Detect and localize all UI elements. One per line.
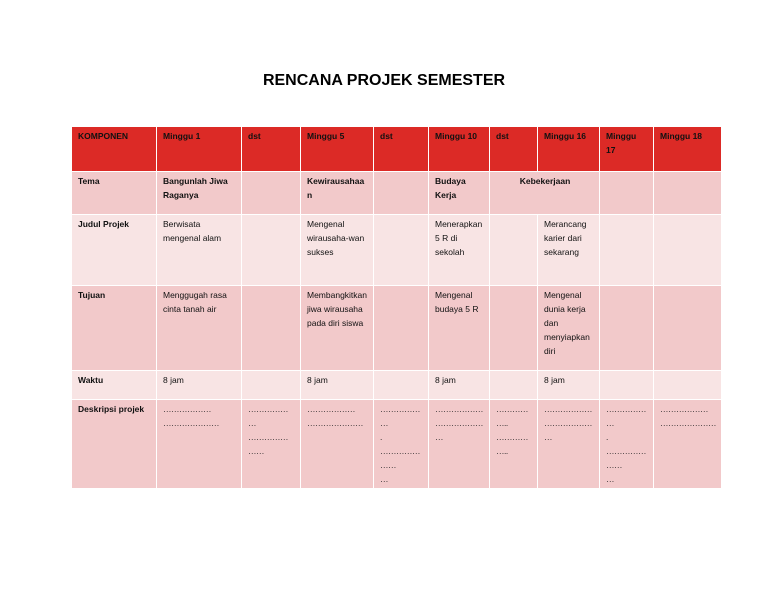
table-row-tujuan — [72, 286, 722, 371]
cell-empty — [490, 286, 538, 371]
row-label: Tema — [72, 172, 157, 215]
cell-minggu-1: 8 jam — [157, 371, 242, 400]
placeholder-dots: ……………… — [380, 404, 420, 428]
placeholder-dots: ………………… — [163, 418, 219, 428]
row-label: Tujuan — [72, 286, 157, 371]
cell-deskripsi — [538, 400, 600, 489]
cell-deskripsi — [157, 400, 242, 489]
cell-empty — [654, 172, 722, 215]
placeholder-dots: . — [606, 432, 608, 442]
cell-empty — [490, 215, 538, 286]
header-cell: Minggu 18 — [654, 127, 722, 172]
header-cell: KOMPONEN — [72, 127, 157, 172]
placeholder-dots: ………… — [496, 404, 528, 414]
cell-deskripsi — [490, 400, 538, 489]
placeholder-dots: ………………… — [606, 446, 646, 470]
cell-empty — [242, 371, 301, 400]
cell-empty — [654, 371, 722, 400]
row-label: Deskripsi projek — [72, 400, 157, 489]
cell-empty — [242, 172, 301, 215]
cell-empty — [242, 286, 301, 371]
cell-minggu-16: 8 jam — [538, 371, 600, 400]
header-cell: dst — [374, 127, 429, 172]
cell-empty — [600, 286, 654, 371]
cell-minggu-1: Bangunlah Jiwa Raganya — [157, 172, 242, 215]
cell-minggu-10: Budaya Kerja — [429, 172, 490, 215]
cell-empty — [374, 215, 429, 286]
cell-empty — [654, 215, 722, 286]
cell-deskripsi — [374, 400, 429, 489]
cell-empty — [600, 371, 654, 400]
table-row-waktu — [72, 371, 722, 400]
row-label: Judul Projek — [72, 215, 157, 286]
placeholder-dots: ……………… — [163, 404, 211, 414]
placeholder-dots: . — [380, 432, 382, 442]
cell-deskripsi — [600, 400, 654, 489]
cell-empty — [374, 371, 429, 400]
cell-minggu-5: 8 jam — [301, 371, 374, 400]
header-cell: Minggu 17 — [600, 127, 654, 172]
cell-deskripsi — [242, 400, 301, 489]
placeholder-dots: ……………… — [606, 404, 646, 428]
placeholder-dots: ………………… — [660, 418, 716, 428]
table-row-judul — [72, 215, 722, 286]
cell-minggu-5: Membangkitkan jiwa wirausaha pada diri siswa — [301, 286, 374, 371]
cell-minggu-1: Menggugah rasa cinta tanah air — [157, 286, 242, 371]
cell-deskripsi — [429, 400, 490, 489]
cell-minggu-5: Mengenal wirausaha-wan sukses — [301, 215, 374, 286]
header-cell: dst — [490, 127, 538, 172]
placeholder-dots: ………………… — [307, 418, 363, 428]
cell-minggu-16: Kebekerjaan — [490, 172, 600, 215]
placeholder-dots: … — [380, 474, 388, 484]
cell-empty — [654, 286, 722, 371]
cell-empty — [374, 172, 429, 215]
placeholder-dots: ………………… — [544, 418, 592, 442]
cell-minggu-10: 8 jam — [429, 371, 490, 400]
cell-minggu-1: Berwisata mengenal alam — [157, 215, 242, 286]
cell-empty — [374, 286, 429, 371]
placeholder-dots: ….. — [496, 418, 508, 428]
row-label: Waktu — [72, 371, 157, 400]
cell-empty — [600, 172, 654, 215]
header-cell: Minggu 1 — [157, 127, 242, 172]
placeholder-dots: … — [606, 474, 614, 484]
cell-deskripsi — [654, 400, 722, 489]
cell-minggu-16: Merancang karier dari sekarang — [538, 215, 600, 286]
page-title: RENCANA PROJEK SEMESTER — [262, 72, 506, 89]
table-header-row — [72, 127, 722, 172]
placeholder-dots: ……………… — [307, 404, 355, 414]
cell-minggu-10: Menerapkan 5 R di sekolah — [429, 215, 490, 286]
placeholder-dots: ………… — [496, 432, 528, 442]
cell-empty — [242, 215, 301, 286]
cell-empty — [600, 215, 654, 286]
header-cell: Minggu 10 — [429, 127, 490, 172]
placeholder-dots: ….. — [496, 446, 508, 456]
table-row-tema — [72, 172, 722, 215]
cell-empty — [490, 371, 538, 400]
header-cell: Minggu 5 — [301, 127, 374, 172]
cell-minggu-10: Mengenal budaya 5 R — [429, 286, 490, 371]
placeholder-dots: ………………… — [435, 418, 483, 442]
cell-deskripsi — [301, 400, 374, 489]
placeholder-dots: ……………… — [660, 404, 708, 414]
cell-minggu-16: Mengenal dunia kerja dan menyiapkan diri — [538, 286, 600, 371]
project-plan-table — [71, 126, 722, 489]
placeholder-dots: ………………… — [380, 446, 420, 470]
placeholder-dots: ……………… — [435, 404, 483, 414]
table-row-deskripsi — [72, 400, 722, 489]
cell-minggu-5: Kewirausahaan — [301, 172, 374, 215]
header-cell: Minggu 16 — [538, 127, 600, 172]
header-cell: dst — [242, 127, 301, 172]
placeholder-dots: ……………… — [544, 404, 592, 414]
placeholder-dots: ………………… — [248, 432, 288, 456]
placeholder-dots: ……………… — [248, 404, 288, 428]
